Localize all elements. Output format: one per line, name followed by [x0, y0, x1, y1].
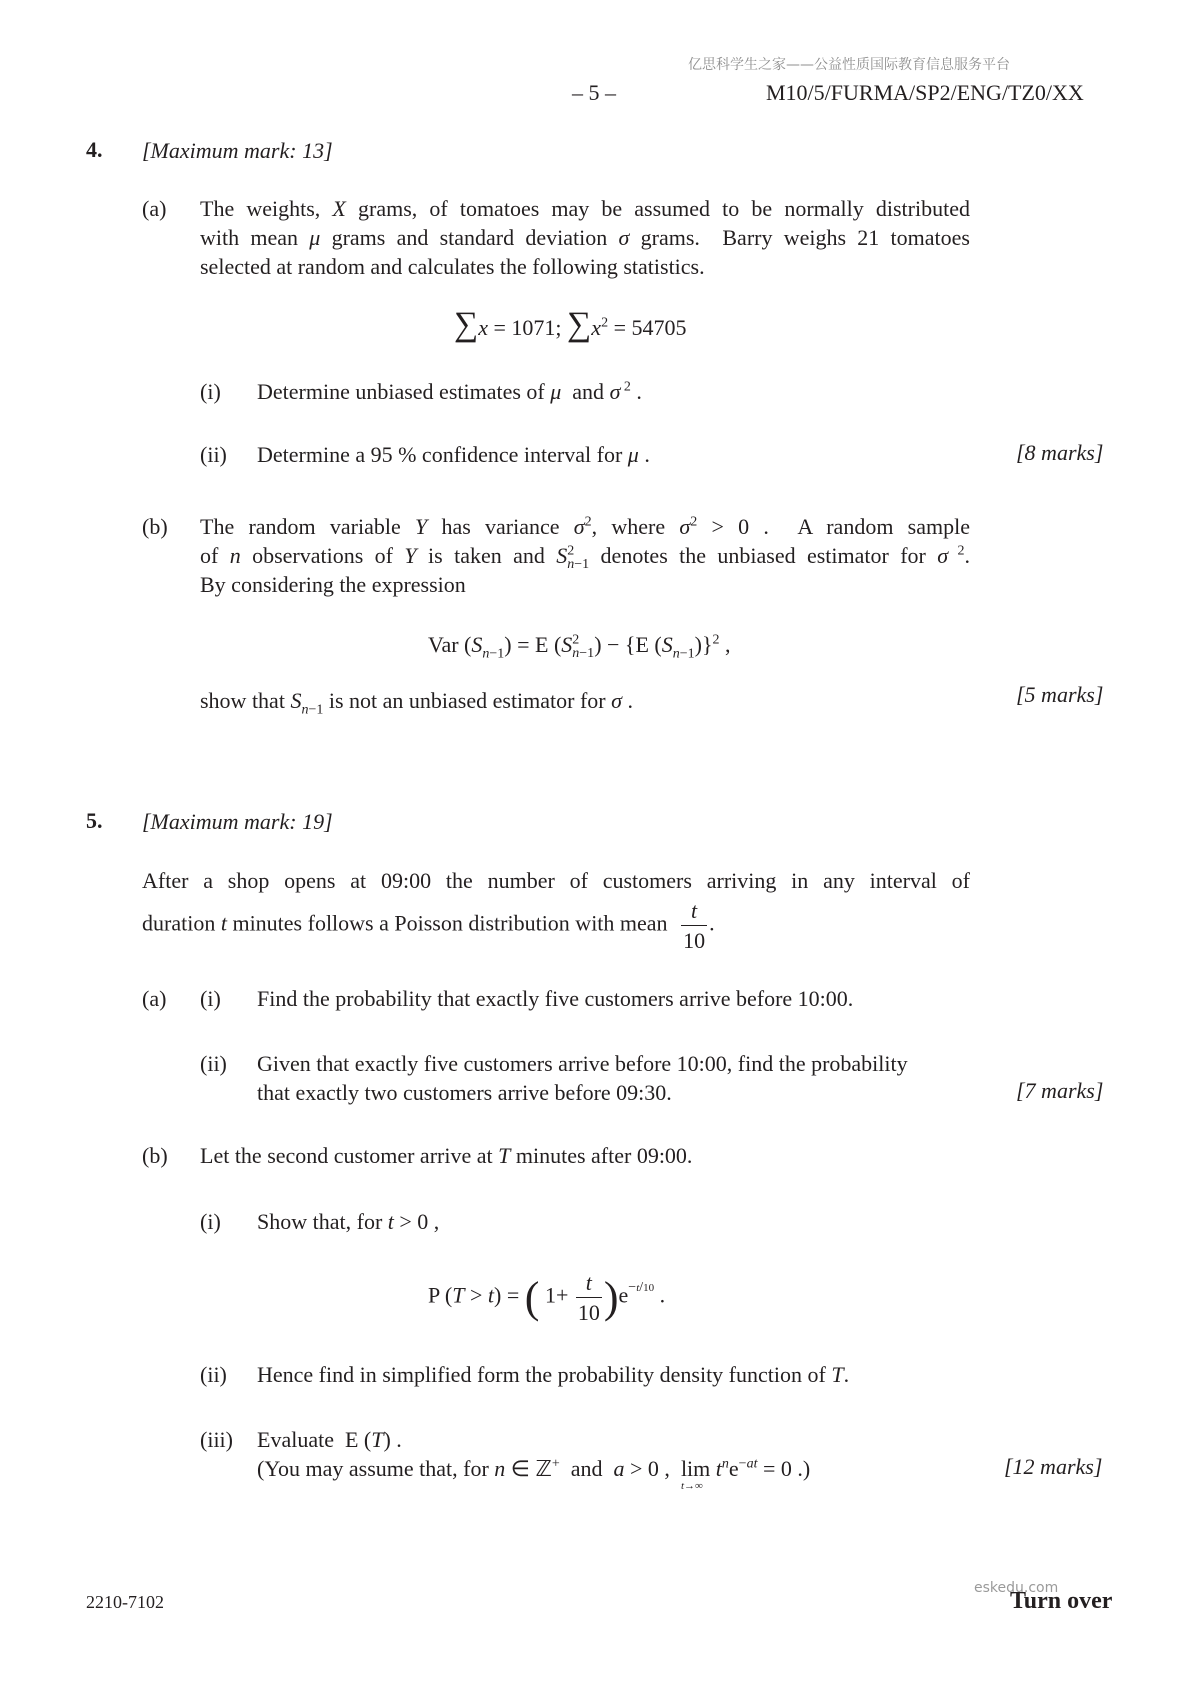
q5-bi-text: Show that, for t > 0 , [257, 1209, 440, 1234]
q4-a-label: (a) [142, 196, 167, 221]
q5-a-marks: [7 marks] [1016, 1078, 1104, 1103]
q5-bi-label: (i) [200, 1209, 221, 1234]
page-number: – 5 – [572, 80, 616, 105]
q4-number: 4. [86, 137, 103, 162]
q4-ii-label: (ii) [200, 442, 227, 467]
q5-number: 5. [86, 808, 103, 833]
q5-formula: P (T > t) = ( 1+ $\frac{t}{10}$ )$e^{-t/10}$ . [428, 1270, 666, 1325]
q4-a-marks: [8 marks] [1016, 440, 1104, 465]
paper-code: M10/5/FURMA/SP2/ENG/TZ0/XX [766, 80, 1084, 105]
q4-i-text: Determine unbiased estimates of μ and σ $^2$ . [257, 379, 642, 404]
q4-i-label: (i) [200, 379, 221, 404]
q4-a-text: The weights, X grams, of tomatoes may be assumed to be normally distributed with mean μ grams and standard deviation σ grams. Barry weighs 21 tomatoes selected at random and calculates the following statistics. [200, 196, 970, 279]
q5-biii-line2: (You may assume that, for n ∈ ℤ+ and a > 0 , lim t→∞ $t^ne^{-at} = 0$ .) [257, 1456, 811, 1492]
q4-var-expression: Var $(S_{n-1}) = E$ $(S^2_{n-1}) - \{E$ $(S_{n-1})\}^2$ , [428, 632, 731, 662]
footer-watermark: eskedu.com [974, 1580, 1059, 1596]
q5-b-label: (b) [142, 1143, 168, 1168]
turn-over: Turn over [1010, 1588, 1113, 1614]
q4-max-mark: [Maximum mark: 13] [142, 138, 333, 163]
q4-show-text: show that $S_{n-1}$ is not an unbiased estimator for σ . [200, 688, 633, 718]
q5-a-label: (a) [142, 986, 167, 1011]
q4-stats: ∑x = 1071; $\sum x^2 = 54705$ [454, 306, 687, 343]
q5-b-marks: [12 marks] [1004, 1454, 1103, 1479]
q4-b-label: (b) [142, 514, 168, 539]
q5-biii-label: (iii) [200, 1427, 233, 1452]
q5-aii-line1: Given that exactly five customers arrive before 10:00, find the probability [257, 1051, 908, 1076]
q4-b-text: The random variable Y has variance $\sigma^2$, where $\sigma^2 > 0$ . A random sample of n observations of Y is taken and $S^2_{n-1}$ denotes the unbiased estimator for σ $^2$. By considering the expression [200, 514, 971, 597]
q5-intro-line2: duration t minutes follows a Poisson distribution with mean $\frac{t}{10}$ . [142, 898, 715, 953]
q5-intro: After a shop opens at 09:00 the number of customers arriving in any interval of [142, 868, 970, 893]
q5-max-mark: [Maximum mark: 19] [142, 809, 333, 834]
q5-bii-label: (ii) [200, 1362, 227, 1387]
q5-biii-line1: Evaluate E (T) . [257, 1427, 402, 1452]
q5-b-text: Let the second customer arrive at T minutes after 09:00. [200, 1143, 693, 1168]
q4-b-marks: [5 marks] [1016, 682, 1104, 707]
q5-ai-text: Find the probability that exactly five customers arrive before 10:00. [257, 986, 854, 1011]
footer-code: 2210-7102 [86, 1592, 164, 1612]
q4-ii-text: Determine a 95 % confidence interval for μ . [257, 442, 650, 467]
q5-ai-label: (i) [200, 986, 221, 1011]
header-watermark: 亿思科学生之家——公益性质国际教育信息服务平台 [688, 57, 1010, 73]
q5-bii-text: Hence find in simplified form the probability density function of T. [257, 1362, 850, 1387]
q5-aii-label: (ii) [200, 1051, 227, 1076]
q5-aii-line2: that exactly two customers arrive before 09:30. [257, 1080, 672, 1105]
